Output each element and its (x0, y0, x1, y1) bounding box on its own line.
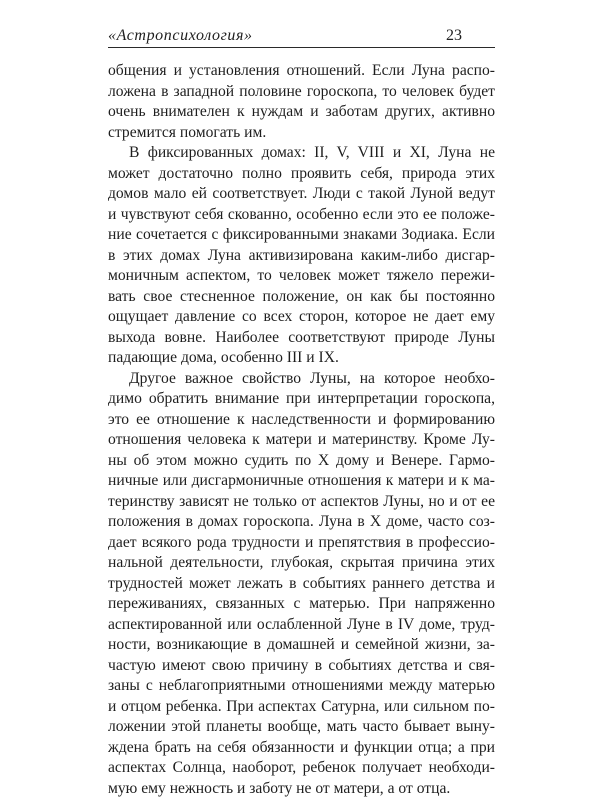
text-line: ложена в западной половине гороскопа, то человек будет (108, 82, 495, 103)
text-line: и чувствуют себя скованно, особенно если это ее положе- (108, 205, 495, 226)
text-line: ложении этой планеты вообще, мать часто бывает выну- (108, 717, 495, 738)
text-line: В фиксированных домах: II, V, VIII и XI, Луна не (108, 143, 495, 164)
text-line: Другое важное свойство Луны, на которое необхо- (108, 369, 495, 390)
text-line: очень внимателен к нуждам и заботам других, активно (108, 102, 495, 123)
header-rule (108, 47, 495, 48)
body-text (108, 61, 495, 799)
text-line: ности, возникающие в домашней и семейной жизни, за- (108, 635, 495, 656)
text-line: выхода вовне. Наиболее соответствуют природе Луны (108, 328, 495, 349)
text-line: аспектах Солнца, наоборот, ребенок получает необходи- (108, 758, 495, 779)
text-line: стремится помогать им. (108, 123, 495, 144)
text-line: моничным аспектом, то человек может тяжело пережи- (108, 266, 495, 287)
text-line: может достаточно полно проявить себя, природа этих (108, 164, 495, 185)
text-line: трудностей может лежать в событиях раннего детства и (108, 574, 495, 595)
text-line: димо обратить внимание при интерпретации гороскопа, (108, 389, 495, 410)
text-line: мую ему нежность и заботу не от матери, а от отца. (108, 779, 495, 799)
text-line: падающие дома, особенно III и IX. (108, 348, 495, 369)
text-line: ощущает давление со всех сторон, которое не дает ему (108, 307, 495, 328)
paragraph (108, 369, 495, 799)
text-line: частую имеют свою причину в событиях детства и свя- (108, 656, 495, 677)
text-line: общения и установления отношений. Если Луна распо- (108, 61, 495, 82)
text-line: ничные или дисгармоничные отношения к матери и к ма- (108, 471, 495, 492)
text-line: в этих домах Луна активизирована каким-либо дисгар- (108, 246, 495, 267)
paragraph (108, 143, 495, 369)
text-line: аспектированной или ослабленной Луне в IV доме, труд- (108, 615, 495, 636)
text-line: вать свое стесненное положение, он как бы постоянно (108, 287, 495, 308)
text-line: ждена брать на себя обязанности и функции отца; а при (108, 738, 495, 759)
text-line: отношения человека к матери и материнству. Кроме Лу- (108, 430, 495, 451)
text-line: это ее отношение к наследственности и формированию (108, 410, 495, 431)
text-line: ние сочетается с фиксированными знаками Зодиака. Если (108, 225, 495, 246)
text-line: заны с неблагоприятными отношениями между матерью (108, 676, 495, 697)
text-line: переживаниях, связанных с матерью. При напряженно (108, 594, 495, 615)
running-title: «Астропсихология» (108, 26, 253, 46)
text-line: положения в домах гороскопа. Луна в X доме, часто соз- (108, 512, 495, 533)
text-line: и отцом ребенка. При аспектах Сатурна, или сильном по- (108, 697, 495, 718)
page-number: 23 (446, 26, 462, 46)
text-line: ны об этом можно судить по X дому и Венере. Гармо- (108, 451, 495, 472)
text-line: домов мало ей соответствует. Люди с такой Луной ведут (108, 184, 495, 205)
text-line: нальной деятельности, глубокая, скрытая причина этих (108, 553, 495, 574)
text-line: дает всякого рода трудности и препятствия в профессио- (108, 533, 495, 554)
paragraph (108, 61, 495, 143)
text-line: теринству зависят не только от аспектов Луны, но и от ее (108, 492, 495, 513)
